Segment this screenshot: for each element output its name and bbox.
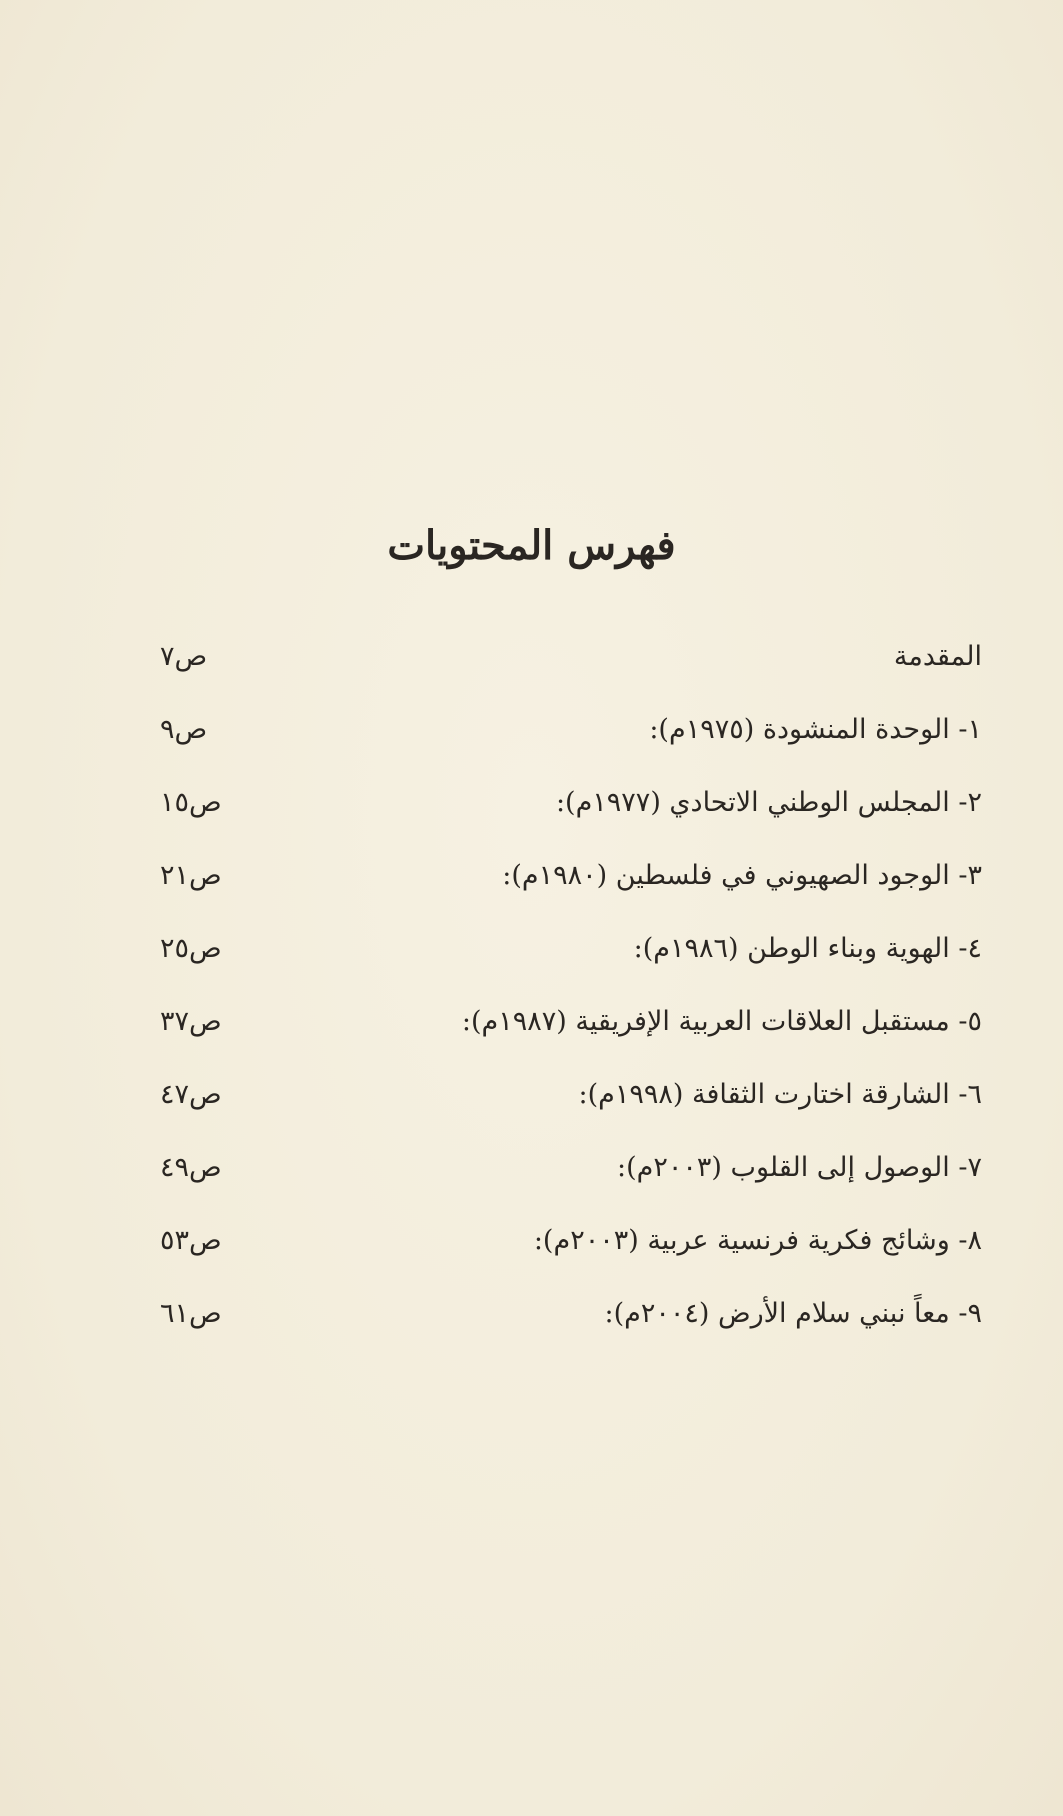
toc-entry-title: ٧- الوصول إلى القلوب (٢٠٠٣م): — [617, 1152, 982, 1183]
toc-entry-title: ٥- مستقبل العلاقات العربية الإفريقية (١٩٨٧م): — [461, 1006, 982, 1037]
toc-entry-title: ١- الوحدة المنشودة (١٩٧٥م): — [649, 714, 982, 745]
toc-entry — [160, 766, 982, 839]
toc-entry-page: ص٣٧ — [160, 1006, 222, 1037]
toc-entry-title: ٣- الوجود الصهيوني في فلسطين (١٩٨٠م): — [502, 860, 982, 891]
toc-entry-page: ص٧ — [160, 641, 208, 672]
toc-entry-page: ص٤٩ — [160, 1152, 222, 1183]
toc-entry-title: ٩- معاً نبني سلام الأرض (٢٠٠٤م): — [604, 1298, 982, 1329]
toc-entry-page: ص٢١ — [160, 860, 222, 891]
toc-entry — [160, 693, 982, 766]
table-of-contents — [160, 620, 982, 1350]
toc-entry-page: ص٦١ — [160, 1298, 222, 1329]
toc-entry-title: ٨- وشائج فكرية فرنسية عربية (٢٠٠٣م): — [533, 1225, 982, 1256]
toc-entry — [160, 839, 982, 912]
toc-entry — [160, 1204, 982, 1277]
toc-entry-title: المقدمة — [893, 641, 982, 672]
toc-entry-page: ص١٥ — [160, 787, 222, 818]
toc-entry — [160, 1277, 982, 1350]
toc-entry-page: ص٩ — [160, 714, 208, 745]
toc-entry-page: ص٤٧ — [160, 1079, 222, 1110]
toc-entry-page: ص٥٣ — [160, 1225, 222, 1256]
page-title: فهرس المحتويات — [387, 522, 676, 569]
toc-entry — [160, 1131, 982, 1204]
toc-entry — [160, 1058, 982, 1131]
toc-entry-page: ص٢٥ — [160, 933, 222, 964]
toc-entry-title: ٢- المجلس الوطني الاتحادي (١٩٧٧م): — [555, 787, 982, 818]
toc-entry-title: ٤- الهوية وبناء الوطن (١٩٨٦م): — [633, 933, 982, 964]
toc-entry — [160, 912, 982, 985]
toc-entry-title: ٦- الشارقة اختارت الثقافة (١٩٩٨م): — [578, 1079, 982, 1110]
toc-entry — [160, 620, 982, 693]
toc-entry — [160, 985, 982, 1058]
